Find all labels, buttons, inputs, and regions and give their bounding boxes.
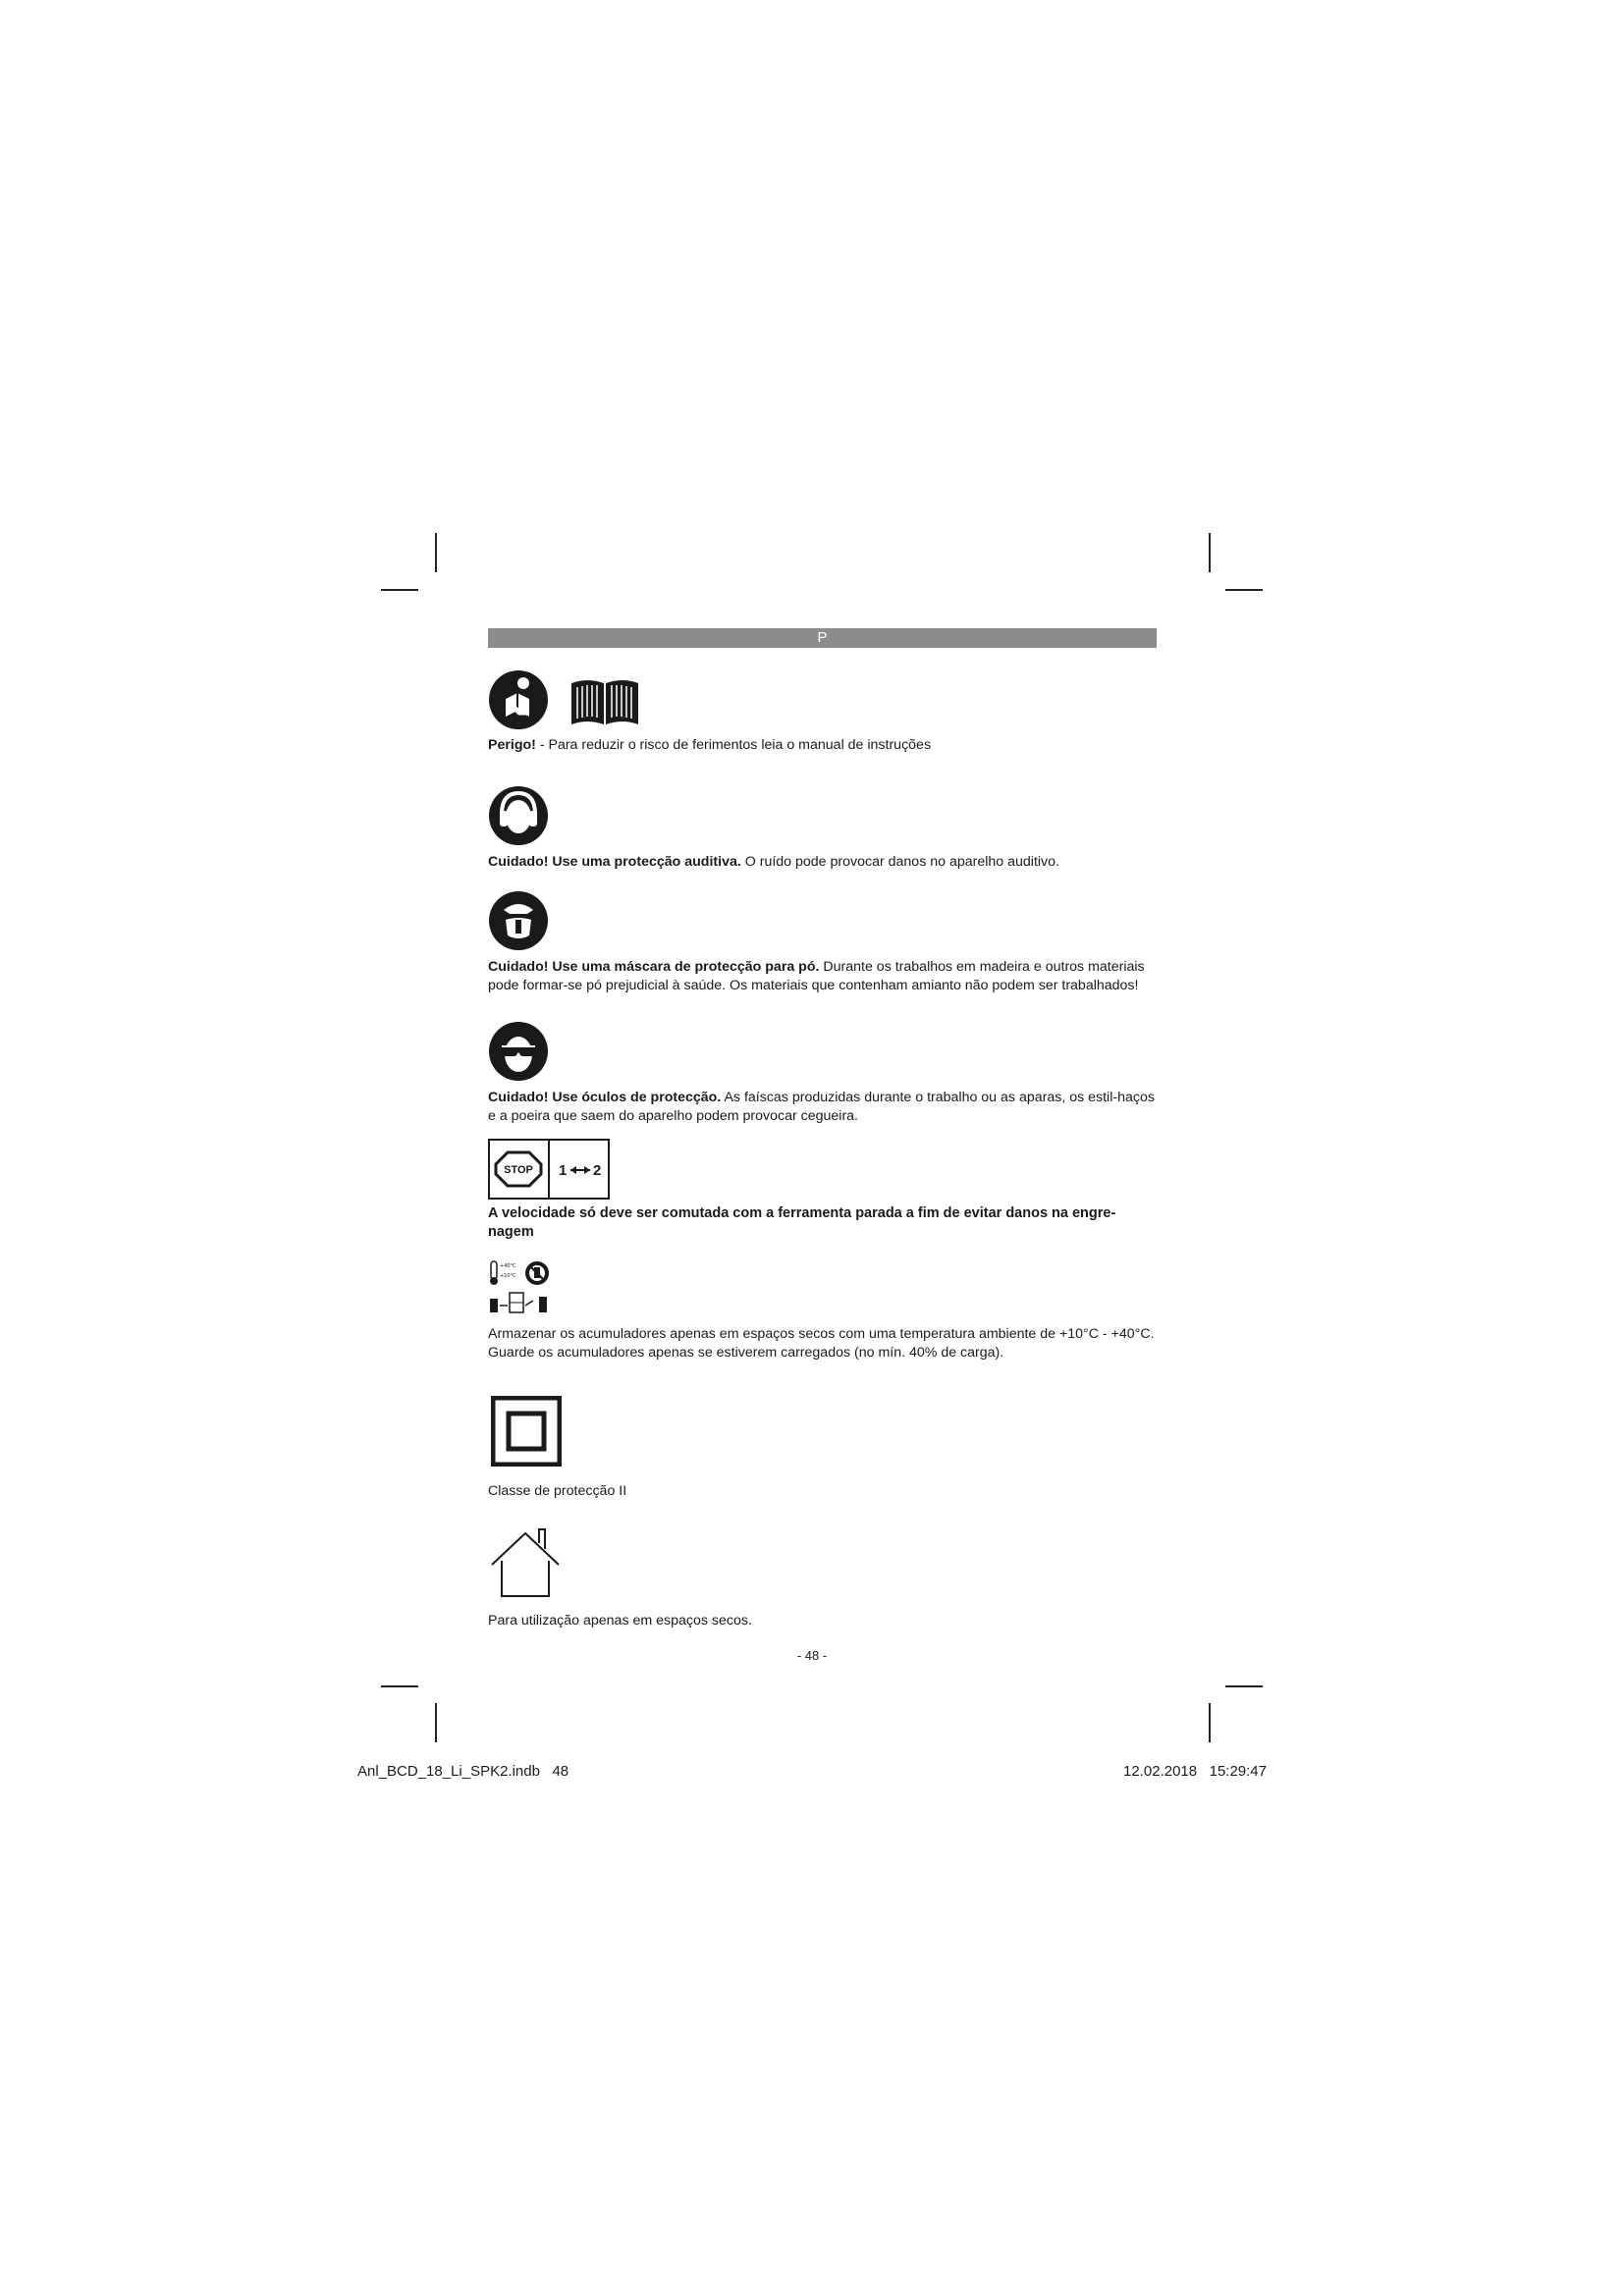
danger-warning: [488, 736, 1157, 755]
crop-mark: [381, 1685, 418, 1687]
page-number: - 48 -: [796, 1648, 828, 1663]
goggles-warning: [488, 1089, 1157, 1125]
house-icon: [488, 1527, 563, 1603]
file-name: Anl_BCD_18_Li_SPK2.indb 48: [357, 1763, 569, 1780]
goggles-text: As faíscas produzidas durante o trabalho ou as aparas, os estil-haços e a poeira que saem do aparelho podem provocar cegueira.: [488, 1090, 1155, 1124]
indoor-use-label: Para utilização apenas em espaços secos.: [488, 1613, 752, 1629]
dustmask-lead: Cuidado! Use uma máscara de protecção para pó.: [488, 959, 820, 975]
stop-gear-change-icon: [488, 1139, 610, 1204]
read-manual-icon: [488, 669, 549, 735]
speed-warning: A velocidade só deve ser comutada com a ferramenta parada a fim de evitar danos na engre-nagem: [488, 1205, 1116, 1240]
dust-mask-icon: [488, 890, 549, 956]
stop-label: STOP: [504, 1164, 533, 1176]
temp-low-label: +10°C: [500, 1273, 516, 1279]
print-timestamp: 12.02.2018 15:29:47: [1123, 1763, 1267, 1780]
crop-mark: [1209, 1703, 1211, 1742]
dustmask-text: Durante os trabalhos em madeira e outros materiais pode formar-se pó prejudicial à saúde. Os materiais que contenham amianto não podem ser trabalhados!: [488, 959, 1145, 993]
dustmask-warning: [488, 958, 1157, 994]
danger-lead: Perigo!: [488, 737, 536, 753]
ear-protection-icon: [488, 785, 549, 851]
gear-from: 1: [559, 1162, 568, 1179]
crop-mark: [1225, 1685, 1263, 1687]
gear-to: 2: [593, 1162, 602, 1179]
hearing-lead: Cuidado! Use uma protecção auditiva.: [488, 854, 741, 870]
crop-mark: [381, 589, 418, 591]
book-icon: [569, 677, 640, 731]
hearing-warning: [488, 853, 1157, 872]
crop-mark: [1225, 589, 1263, 591]
danger-text: - Para reduzir o risco de ferimentos leia o manual de instruções: [535, 737, 932, 753]
safety-goggles-icon: [488, 1021, 549, 1087]
double-insulation-icon: [491, 1396, 562, 1471]
protection-class-label: Classe de protecção II: [488, 1483, 627, 1499]
hearing-text: O ruído pode provocar danos no aparelho auditivo.: [740, 854, 1059, 870]
crop-mark: [435, 1703, 437, 1742]
language-code: P: [817, 629, 828, 646]
temp-high-label: +40°C: [500, 1263, 516, 1269]
battery-storage-icon: [488, 1259, 551, 1321]
storage-note: Armazenar os acumuladores apenas em espaços secos com uma temperatura ambiente de +10°C - +40°C. Guarde os acumuladores apenas se estiverem carregados (no mín. 40% de carga).: [488, 1326, 1155, 1361]
crop-mark: [435, 533, 437, 572]
language-header-bar: [488, 628, 1157, 648]
crop-mark: [1209, 533, 1211, 572]
goggles-lead: Cuidado! Use óculos de protecção.: [488, 1090, 722, 1105]
